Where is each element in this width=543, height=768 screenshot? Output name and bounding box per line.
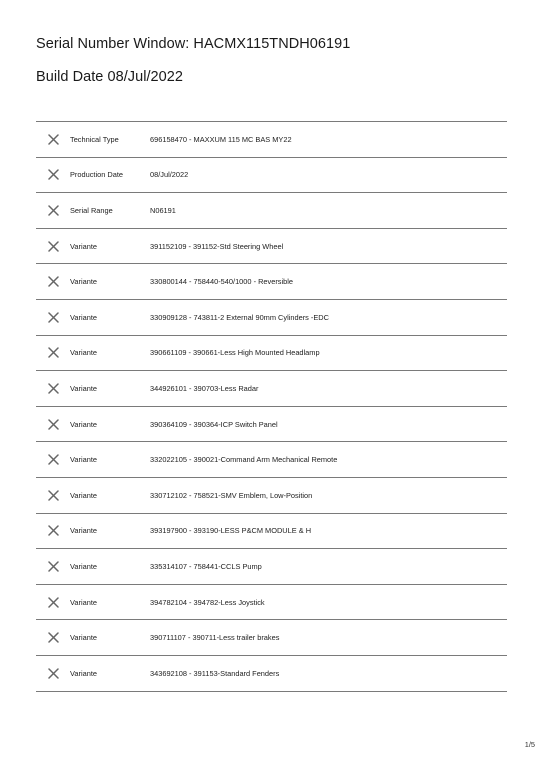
table-row: [36, 442, 507, 478]
row-value: 393197900 - 393190-LESS P&CM MODULE & H: [150, 526, 312, 536]
row-label: Variante: [70, 419, 97, 429]
row-label: Variante: [70, 668, 97, 678]
table-row: [36, 300, 507, 336]
close-icon: [36, 134, 70, 145]
page-number: 1/5: [524, 740, 535, 749]
row-value: 391152109 - 391152-Std Steering Wheel: [150, 241, 284, 251]
table-row: [36, 407, 507, 443]
row-value: 08/Jul/2022: [150, 170, 189, 180]
row-value: 394782104 - 394782-Less Joystick: [150, 597, 265, 607]
close-icon: [36, 205, 70, 216]
table-row: [36, 229, 507, 265]
table-row: [36, 478, 507, 514]
table-row: [36, 336, 507, 372]
row-value: 343692108 - 391153-Standard Fenders: [150, 668, 280, 678]
close-icon: [36, 169, 70, 180]
row-label: Variante: [70, 526, 97, 536]
row-label: Variante: [70, 633, 97, 643]
spec-table: [36, 121, 507, 692]
row-label: Serial Range: [70, 205, 113, 215]
close-icon: [36, 561, 70, 572]
build-date-title: Build Date 08/Jul/2022: [36, 69, 184, 85]
close-icon: [36, 597, 70, 608]
row-value: N06191: [150, 205, 176, 215]
row-value: 344926101 - 390703-Less Radar: [150, 383, 259, 393]
close-icon: [36, 454, 70, 465]
close-icon: [36, 383, 70, 394]
table-row: [36, 549, 507, 585]
close-icon: [36, 312, 70, 323]
row-value: 696158470 - MAXXUM 115 MC BAS MY22: [150, 134, 292, 144]
close-icon: [36, 490, 70, 501]
table-row: [36, 371, 507, 407]
table-row: [36, 193, 507, 229]
row-label: Variante: [70, 312, 97, 322]
close-icon: [36, 347, 70, 358]
table-row: [36, 264, 507, 300]
row-label: Technical Type: [70, 134, 119, 144]
row-value: 330909128 - 743811-2 External 90mm Cylinders -EDC: [150, 312, 329, 322]
row-value: 390364109 - 390364-ICP Switch Panel: [150, 419, 278, 429]
serial-window-title: Serial Number Window: HACMX115TNDH06191: [36, 36, 351, 52]
row-value: 332022105 - 390021-Command Arm Mechanical Remote: [150, 455, 338, 465]
row-label: Variante: [70, 490, 97, 500]
row-label: Variante: [70, 597, 97, 607]
row-label: Variante: [70, 241, 97, 251]
table-row: [36, 620, 507, 656]
close-icon: [36, 525, 70, 536]
row-value: 390661109 - 390661-Less High Mounted Headlamp: [150, 348, 320, 358]
close-icon: [36, 419, 70, 430]
table-row: [36, 122, 507, 158]
row-label: Production Date: [70, 170, 123, 180]
table-row: [36, 656, 507, 692]
row-value: 330712102 - 758521-SMV Emblem, Low-Position: [150, 490, 313, 500]
close-icon: [36, 668, 70, 679]
row-label: Variante: [70, 277, 97, 287]
table-row: [36, 585, 507, 621]
table-row: [36, 158, 507, 194]
row-label: Variante: [70, 383, 97, 393]
close-icon: [36, 241, 70, 252]
close-icon: [36, 632, 70, 643]
close-icon: [36, 276, 70, 287]
table-row: [36, 514, 507, 550]
row-label: Variante: [70, 561, 97, 571]
row-value: 335314107 - 758441-CCLS Pump: [150, 561, 262, 571]
row-label: Variante: [70, 348, 97, 358]
row-label: Variante: [70, 455, 97, 465]
row-value: 330800144 - 758440-540/1000 - Reversible: [150, 277, 293, 287]
row-value: 390711107 - 390711-Less trailer brakes: [150, 633, 280, 643]
